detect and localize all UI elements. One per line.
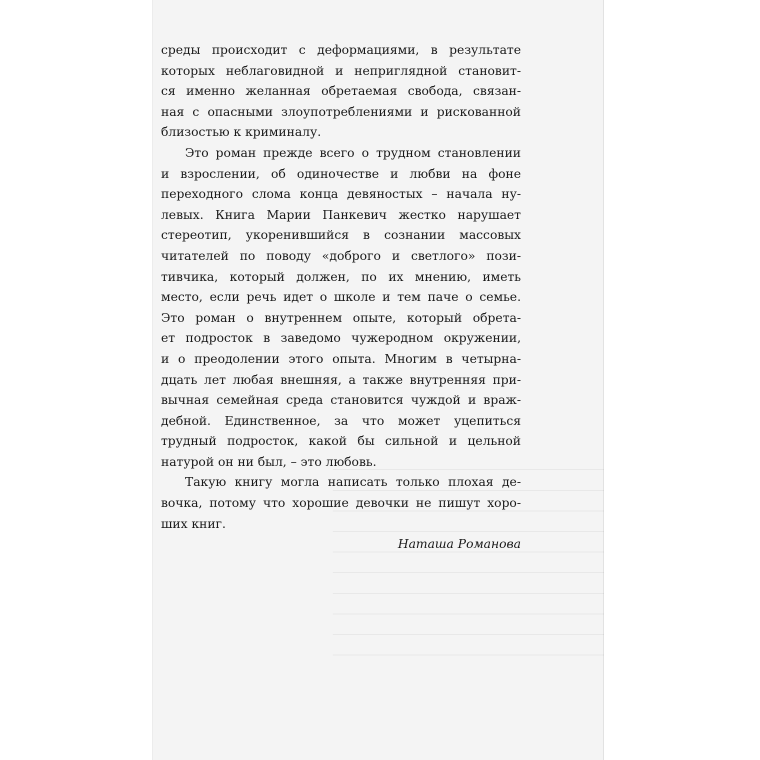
text-line: натурой он ни был, – это любовь. <box>161 454 377 469</box>
text-line: и взрослении, об одиночестве и любви на фоне <box>161 166 521 181</box>
author-signature: Наташа Романова <box>397 537 521 552</box>
text-line: дебной. Единственное, за что может уцепиться <box>161 413 521 428</box>
text-line: и о преодолении этого опыта. Многим в четырна- <box>161 351 521 366</box>
text-line: левых. Книга Марии Панкевич жестко нарушает <box>161 207 521 222</box>
paragraph-2 <box>161 143 521 473</box>
paragraph-3 <box>161 472 521 534</box>
text-line: вочка, потому что хорошие девочки не пишут хоро- <box>161 496 521 511</box>
page-text <box>161 40 521 555</box>
text-line: ная с опасными злоупотреблениями и рискованной <box>161 104 521 119</box>
text-line: ших книг. <box>161 516 226 531</box>
text-line: дцать лет любая внешняя, а также внутренняя при- <box>161 372 521 387</box>
text-line: ет подросток в заведомо чужеродном окружении, <box>161 331 521 346</box>
text-line: вычная семейная среда становится чуждой и враж- <box>161 393 521 408</box>
text-line: место, если речь идет о школе и тем паче о семье. <box>161 290 521 305</box>
text-line: которых неблаговидной и неприглядной становит- <box>161 63 521 78</box>
book-page <box>152 0 604 760</box>
text-line: тивчика, который должен, по их мнению, иметь <box>161 269 521 284</box>
text-line: Это роман о внутреннем опыте, который обрета- <box>161 310 521 325</box>
text-line: читателей по поводу «доброго и светлого» пози- <box>161 248 521 263</box>
paragraph-1 <box>161 40 521 143</box>
text-line: Такую книгу могла написать только плохая де- <box>185 475 521 490</box>
text-line: трудный подросток, какой бы сильной и цельной <box>161 434 521 449</box>
text-line: близостью к криминалу. <box>161 125 322 140</box>
text-line: стереотип, укоренившийся в сознании массовых <box>161 228 521 243</box>
text-line: переходного слома конца девяностых – начала ну- <box>161 187 521 202</box>
text-line: среды происходит с деформациями, в результате <box>161 43 521 57</box>
text-line: Это роман прежде всего о трудном становлении <box>185 145 521 160</box>
text-line: ся именно желанная обретаемая свобода, связан- <box>161 84 521 99</box>
